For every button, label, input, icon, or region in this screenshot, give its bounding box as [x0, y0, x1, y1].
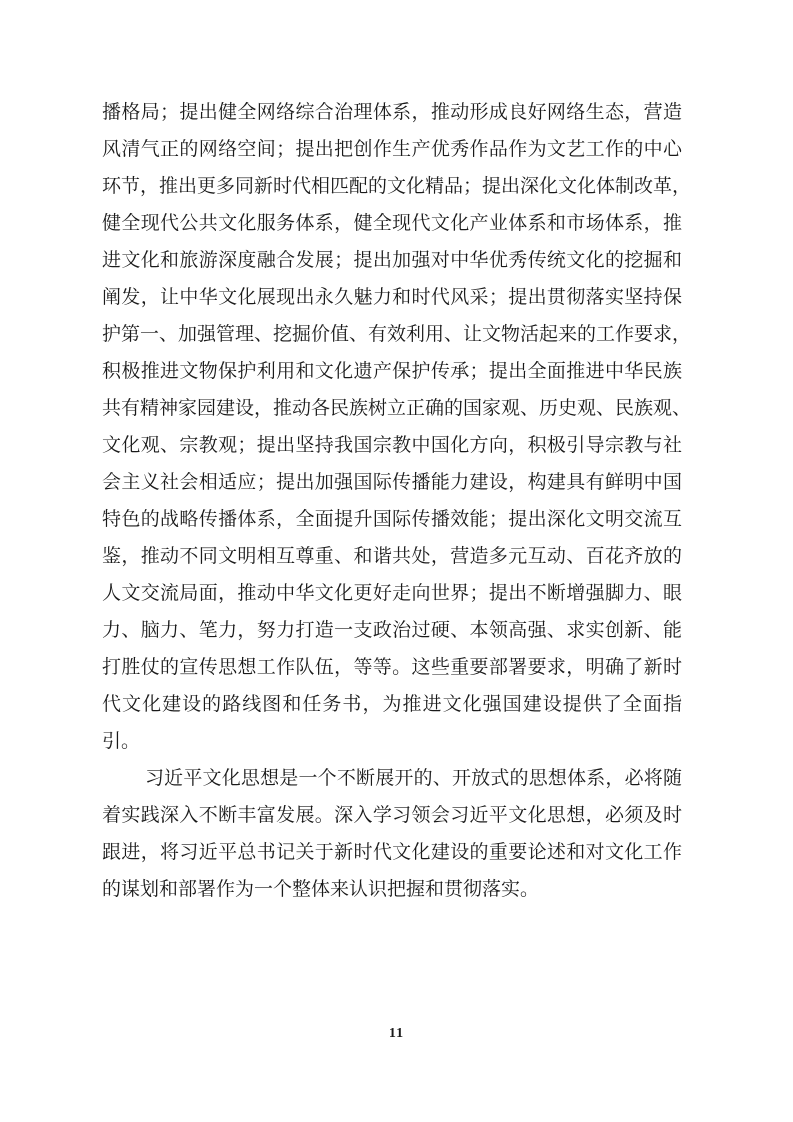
- text-line: 代文化建设的路线图和任务书，为推进文化强国建设提供了全面指: [102, 693, 682, 715]
- text-line: 风清气正的网络空间；提出把创作生产优秀作品作为文艺工作的中心: [102, 138, 682, 160]
- text-line: 环节，推出更多同新时代相匹配的文化精品；提出深化文化体制改革，: [102, 175, 692, 197]
- text-line: 共有精神家园建设，推动各民族树立正确的国家观、历史观、民族观、: [102, 397, 692, 419]
- text-line: 阐发，让中华文化展现出永久魅力和时代风采；提出贯彻落实坚持保: [102, 286, 682, 308]
- text-line: 播格局；提出健全网络综合治理体系，推动形成良好网络生态，营造: [102, 101, 682, 123]
- text-line: 积极推进文物保护利用和文化遗产保护传承；提出全面推进中华民族: [102, 360, 682, 382]
- text-line: 文化观、宗教观；提出坚持我国宗教中国化方向，积极引导宗教与社: [102, 434, 682, 456]
- text-line: 着实践深入不断丰富发展。深入学习领会习近平文化思想，必须及时: [102, 804, 682, 826]
- page-number: 11: [388, 1026, 405, 1041]
- text-line: 人文交流局面，推动中华文化更好走向世界；提出不断增强脚力、眼: [102, 582, 682, 604]
- text-line: 护第一、加强管理、挖掘价值、有效利用、让文物活起来的工作要求，: [102, 323, 692, 345]
- text-line: 引。: [102, 730, 141, 752]
- text-line: 会主义社会相适应；提出加强国际传播能力建设，构建具有鲜明中国: [102, 471, 682, 493]
- text-line: 健全现代公共文化服务体系，健全现代文化产业体系和市场体系，推: [102, 212, 682, 234]
- text-line: 进文化和旅游深度融合发展；提出加强对中华优秀传统文化的挖掘和: [102, 249, 682, 271]
- text-line: 习近平文化思想是一个不断展开的、开放式的思想体系，必将随: [145, 767, 682, 789]
- text-line: 跟进，将习近平总书记关于新时代文化建设的重要论述和对文化工作: [102, 841, 682, 863]
- text-line: 的谋划和部署作为一个整体来认识把握和贯彻落实。: [102, 878, 540, 900]
- text-line: 打胜仗的宣传思想工作队伍，等等。这些重要部署要求，明确了新时: [102, 656, 682, 678]
- text-line: 力、脑力、笔力，努力打造一支政治过硬、本领高强、求实创新、能: [102, 619, 682, 641]
- text-line: 鉴，推动不同文明相互尊重、和谐共处，营造多元互动、百花齐放的: [102, 545, 682, 567]
- text-line: 特色的战略传播体系，全面提升国际传播效能；提出深化文明交流互: [102, 508, 682, 530]
